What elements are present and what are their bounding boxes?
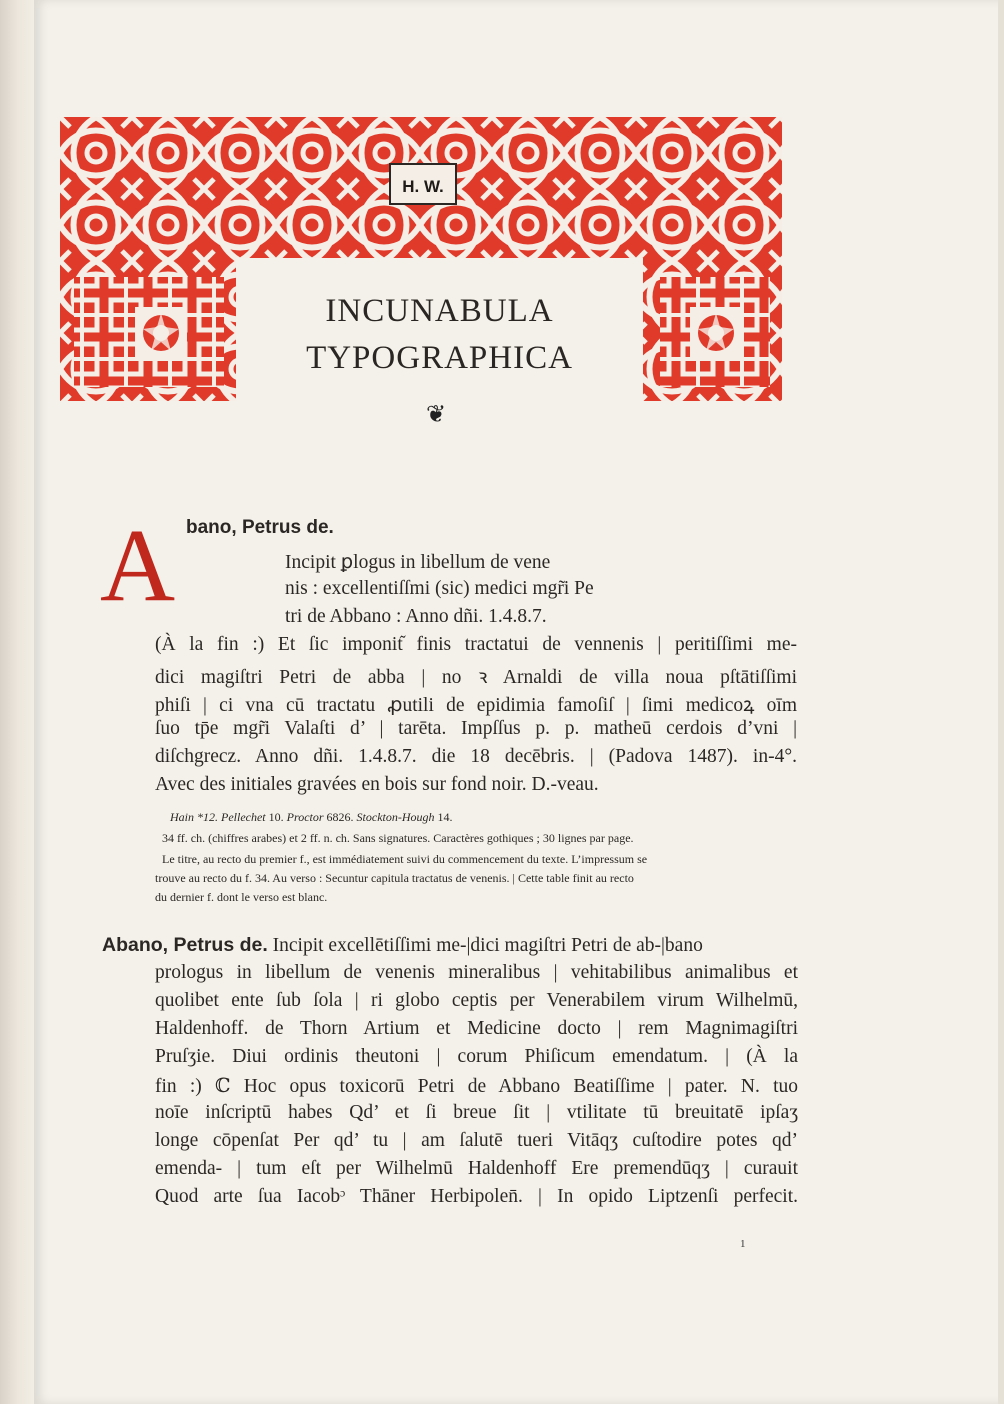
page-number: 1 [740, 1238, 746, 1250]
entry1-line: Avec des initiales gravées en bois sur fond noir. D.-veau. [155, 774, 599, 795]
entry1-line: (À la fin :) Et ſic imponit᷉ finis tractatui de vennenis | peritiſſimi me- [155, 634, 797, 655]
ref-stockton-number: 14. [437, 810, 453, 824]
entry1-line: phiſi | ci vna cū tractatu ꝓutili de epidimia famoſiſ | ſimi medicoꝝ oīm [155, 695, 797, 716]
ref-stockton: Stockton-Hough [356, 810, 435, 824]
rosette-right-icon [690, 307, 742, 359]
book-title-line1: INCUNABULA [325, 293, 554, 329]
entry2-first-line [102, 934, 798, 957]
entry2-line: fin :) ℂ Hoc opus toxicorū Petri de Abbano Beatiſſime | pater. N. tuo [155, 1076, 798, 1097]
entry2-line: Haldenhoff. de Thorn Artium et Medicine docto | rem Magnimagiſtri [155, 1018, 798, 1039]
book-title-line2: TYPOGRAPHICA [306, 340, 573, 376]
entry1-line: nis : excellentiſſmi (sic) medici mgr̃i Pe [285, 578, 594, 599]
entry2-line: prologus in libellum de venenis mineralibus | vehitabilibus animalibus et [155, 962, 798, 983]
entry2-line: Quod arte ſua Iacobᵓ Thāner Herbipolen̄. | In opido Liptzenſi perfecit. [155, 1186, 798, 1207]
entry2-line: emenda- | tum eſt per Wilhelmū Haldenhoff Ere premendūqʒ | curauit [155, 1158, 798, 1179]
entry2-line: noīe inſcriptū habes Qd’ et ſi breue ſit | vtilitate tū breuitatē ipſaʒ [155, 1102, 798, 1123]
entry1-line: Incipit ꝑlogus in libellum de vene [285, 552, 551, 573]
drop-cap-initial: A [100, 508, 176, 623]
ref-proctor: Proctor [286, 810, 324, 824]
rosette-left-icon [135, 307, 187, 359]
book-spine-shadow [0, 0, 36, 1404]
fleuron-icon: ❦ [426, 402, 447, 428]
entry1-line: ſuo tp̄e mgr̃i Valaſti d’ | tarēta. Impſſus p. p. matheū cerdois d’vni | [155, 718, 797, 739]
entry1-note: Le titre, au recto du premier f., est immédiatement suivi du commencement du texte. L’impressum se [162, 852, 648, 866]
entry2-line1-rest: Incipit excellētiſſimi me-|dici magiſtri Petri de ab-|bano [272, 935, 703, 956]
entry1-note: du dernier f. dont le verso est blanc. [155, 890, 328, 904]
entry1-line: diſchgrecz. Anno dñi. 1.4.8.7. die 18 decēbris. | (Padova 1487). in-4°. [155, 746, 797, 767]
entry2-line: quolibet ente ſub ſola | ri globo ceptis per Venerabilem virum Wilhelmū, [155, 990, 798, 1011]
ref-pellechet-number: 10. [268, 810, 284, 824]
page-edge [998, 0, 1004, 1404]
entry2-line: longe cōpenſat Per qd’ tu | am ſalutē tueri Vitāqʒ cuſtodire potes qd’ [155, 1130, 798, 1151]
entry1-references [170, 810, 453, 825]
entry1-note: 34 ff. ch. (chiffres arabes) et 2 ff. n. ch. Sans signatures. Caractères gothiques ; 30 lignes par page. [162, 831, 634, 845]
entry2-heading: Abano, Petrus de. [102, 934, 268, 956]
monogram: H. W. [402, 177, 444, 196]
entry1-line: tri de Abbano : Anno dñi. 1.4.8.7. [285, 606, 547, 627]
entry1-line: dici magiſtri Petri de abba | no ꝛ Arnaldi de villa noua pſtātiſſimi [155, 667, 797, 688]
title-panel [236, 258, 643, 401]
entry2-line: Pruſʒie. Diui ordinis theutoni | corum Phiſicum emendatum. | (À la [155, 1046, 798, 1067]
ref-proctor-number: 6826. [326, 810, 354, 824]
entry1-note: trouve au recto du f. 34. Au verso : Secuntur capitula tractatus de venenis. | Cette table finit au recto [155, 871, 634, 885]
ref-hain: Hain *12. Pellechet [170, 810, 266, 824]
entry1-heading: bano, Petrus de. [186, 517, 334, 538]
